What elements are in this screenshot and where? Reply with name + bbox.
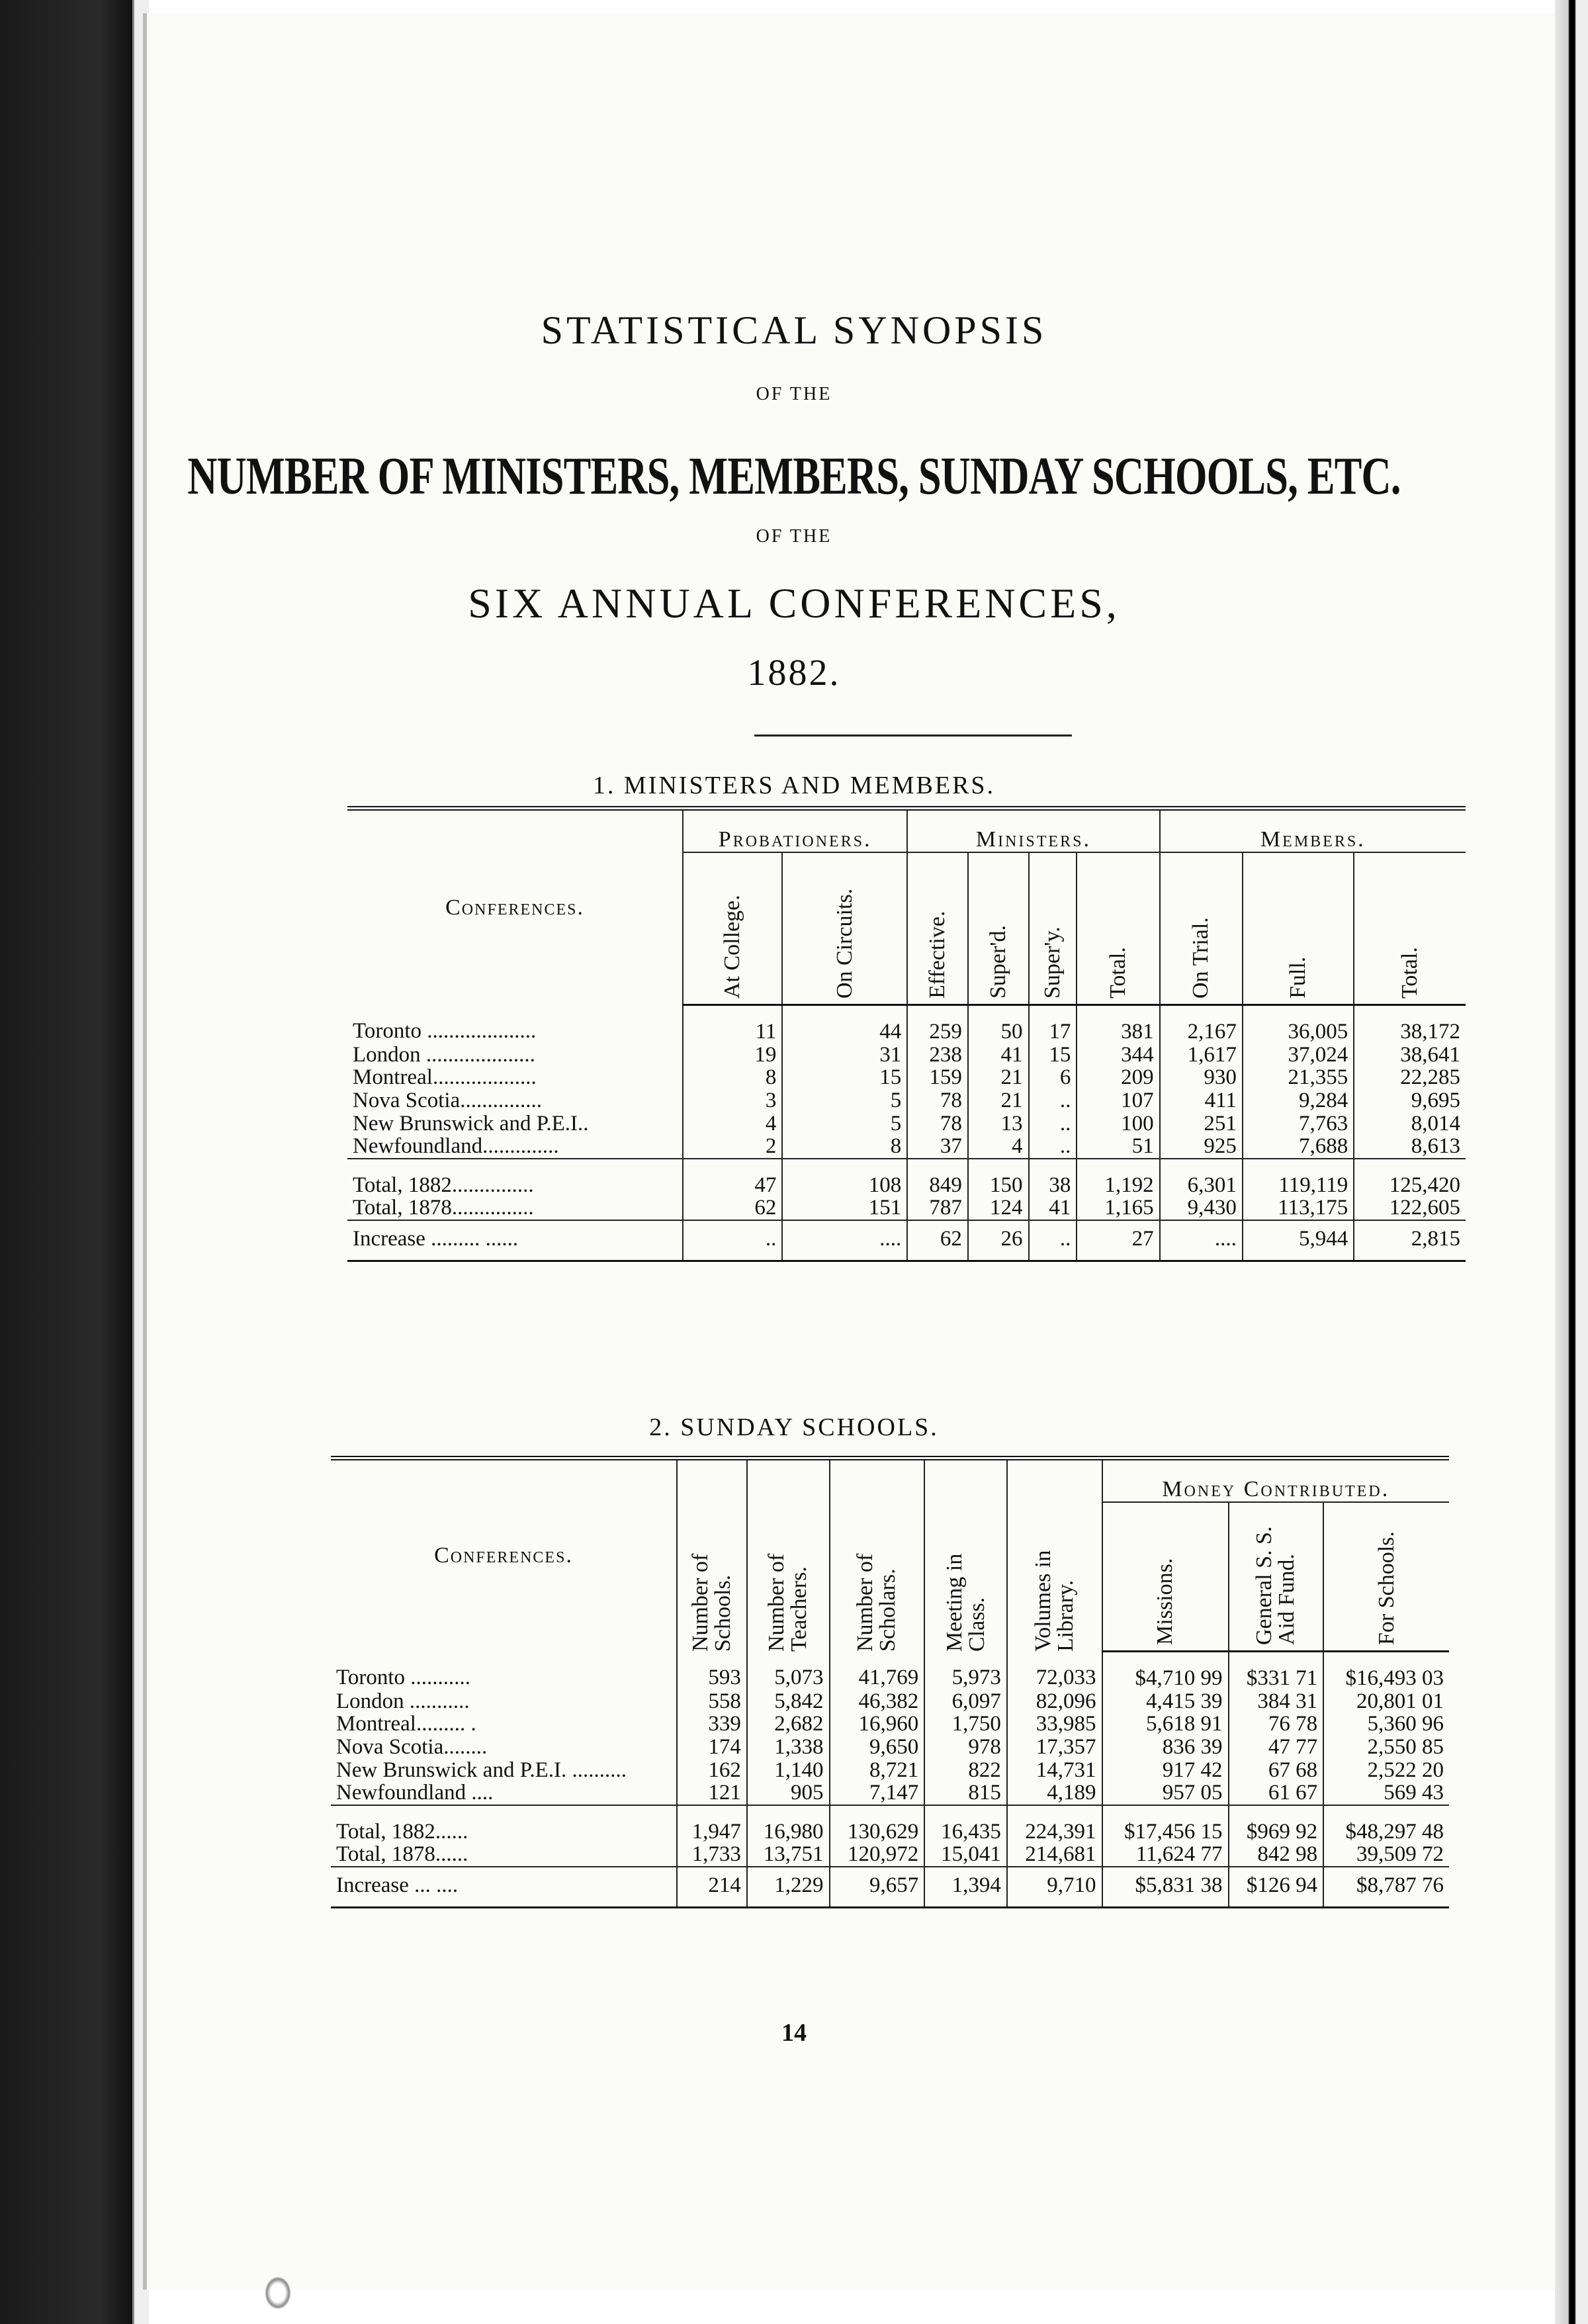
table-cell: 41	[1029, 1196, 1077, 1220]
table-cell: 6,301	[1160, 1159, 1243, 1197]
table-cell: $331 71	[1229, 1652, 1324, 1690]
table-cell: 9,284	[1243, 1089, 1354, 1112]
col-label: Number of Schools.	[687, 1553, 735, 1652]
table-cell: 125,420	[1354, 1159, 1466, 1197]
table-cell: 381	[1077, 1005, 1159, 1044]
col-missions	[1102, 1502, 1229, 1652]
table-cell: 251	[1160, 1112, 1243, 1136]
conference-name: Montreal......... .	[336, 1712, 476, 1736]
table-cell: 1,394	[924, 1867, 1007, 1907]
table-cell: 14,731	[1007, 1759, 1102, 1782]
table-row	[347, 1089, 1466, 1112]
col-header	[1160, 852, 1243, 1005]
table-cell: 8	[683, 1066, 782, 1089]
table-cell: $17,456 15	[1102, 1805, 1229, 1844]
title-year: 1882.	[747, 652, 841, 693]
conference-name: Newfoundland..............	[353, 1134, 559, 1159]
table-cell: 1,617	[1160, 1044, 1243, 1067]
col-label: Super'd.	[985, 925, 1010, 999]
table-cell: 4	[968, 1135, 1029, 1159]
table-cell: 5,073	[747, 1652, 830, 1690]
table-cell: 4	[683, 1112, 782, 1136]
table-cell: 411	[1160, 1089, 1243, 1112]
conference-name: Total, 1882...............	[347, 1159, 683, 1197]
table-cell: $8,787 76	[1323, 1867, 1449, 1907]
table-cell: ..	[1029, 1220, 1077, 1261]
col-meeting-in-class	[924, 1458, 1007, 1652]
sunday-section-title: 2. SUNDAY SCHOOLS.	[649, 1413, 939, 1441]
table-cell: 5,842	[747, 1690, 830, 1713]
table-cell: ..	[1029, 1135, 1077, 1159]
table-cell: 2,522 20	[1323, 1759, 1449, 1782]
table-cell: 2	[683, 1135, 782, 1159]
table-cell: 6,097	[924, 1690, 1007, 1713]
table-cell: 569 43	[1323, 1781, 1449, 1805]
table-cell: 47 77	[1229, 1736, 1324, 1759]
table-cell: 31	[782, 1044, 907, 1067]
col-header	[782, 852, 907, 1005]
table-cell: 9,430	[1160, 1196, 1243, 1220]
table-cell: 5,944	[1243, 1220, 1354, 1261]
col-label: Total.	[1106, 947, 1131, 999]
table-cell: ..	[1029, 1089, 1077, 1112]
conference-name: Toronto ....................	[353, 1018, 537, 1043]
table-cell: 8	[782, 1135, 907, 1159]
table-cell: 11,624 77	[1102, 1843, 1229, 1867]
scan-speck	[265, 2276, 291, 2309]
table-cell: $48,297 48	[1323, 1805, 1449, 1844]
table-cell: 4,189	[1007, 1781, 1102, 1805]
col-header	[907, 852, 968, 1005]
table-cell: 107	[1077, 1089, 1159, 1112]
table-cell: 150	[968, 1159, 1029, 1197]
table-cell: 5,973	[924, 1652, 1007, 1690]
col-general-aid-fund	[1229, 1502, 1324, 1652]
table-cell: 82,096	[1007, 1690, 1102, 1713]
table-cell: 214	[677, 1867, 747, 1907]
table-cell: 21	[968, 1066, 1029, 1089]
col-label: Number of Teachers.	[764, 1553, 812, 1652]
table-cell: 174	[677, 1736, 747, 1759]
table-cell: 7,147	[830, 1781, 925, 1805]
table-cell: 20,801 01	[1323, 1690, 1449, 1713]
table-row	[331, 1759, 1449, 1782]
table-cell: 151	[782, 1196, 907, 1220]
table-row	[331, 1781, 1449, 1805]
table-cell: 5,360 96	[1323, 1713, 1449, 1736]
conference-name: Nova Scotia........	[336, 1734, 488, 1759]
table-row	[347, 1066, 1466, 1089]
conference-name: London ....................	[353, 1042, 535, 1067]
conference-name: Total, 1878...............	[353, 1196, 534, 1220]
table-cell: 78	[907, 1112, 968, 1136]
col-number-of-schools	[677, 1458, 747, 1652]
table-row	[347, 1159, 1466, 1197]
group-probationers: Probationers.	[683, 809, 907, 853]
table-cell: 39,509 72	[1323, 1843, 1449, 1867]
table-cell: 1,229	[747, 1867, 830, 1907]
table-cell: 9,695	[1354, 1089, 1466, 1112]
table-cell: 46,382	[830, 1690, 925, 1713]
table-row	[331, 1652, 1449, 1690]
table-cell: 121	[677, 1781, 747, 1805]
table-cell: 38,641	[1354, 1044, 1466, 1067]
conference-name: New Brunswick and P.E.I. ..........	[336, 1758, 627, 1782]
col-header	[968, 852, 1029, 1005]
conference-name: London ...........	[336, 1689, 470, 1713]
table-cell: 119,119	[1243, 1159, 1354, 1197]
table-cell: ....	[782, 1220, 907, 1261]
table-cell: 2,682	[747, 1713, 830, 1736]
table-cell: 21	[968, 1089, 1029, 1112]
col-label: On Circuits.	[832, 888, 857, 999]
table-cell: 38	[1029, 1159, 1077, 1197]
table-cell: 822	[924, 1759, 1007, 1782]
conferences-header: Conferences.	[347, 809, 683, 1005]
table-cell: 5	[782, 1112, 907, 1136]
table-row	[347, 1220, 1466, 1261]
conference-name: Toronto ...........	[336, 1665, 471, 1689]
table-cell: 62	[907, 1220, 968, 1261]
conference-name: Total, 1882......	[331, 1805, 677, 1844]
title-of-2: OF THE	[756, 526, 832, 547]
table-cell: 209	[1077, 1066, 1159, 1089]
table-cell: $5,831 38	[1102, 1867, 1229, 1907]
title-line-2: NUMBER OF MINISTERS, MEMBERS, SUNDAY SCHOOLS, ETC.	[187, 447, 1401, 506]
table-cell: 1,947	[677, 1805, 747, 1844]
table-cell: 13	[968, 1112, 1029, 1136]
table-cell: ..	[683, 1220, 782, 1261]
col-number-of-teachers	[747, 1458, 830, 1652]
table-cell: 122,605	[1354, 1196, 1466, 1220]
table-cell: 159	[907, 1066, 968, 1089]
col-header	[1029, 852, 1077, 1005]
col-volumes-in-library	[1007, 1458, 1102, 1652]
col-header	[683, 852, 782, 1005]
table-cell: 50	[968, 1005, 1029, 1044]
table-cell: 4,415 39	[1102, 1690, 1229, 1713]
table-cell: 108	[782, 1159, 907, 1197]
table-cell: 78	[907, 1089, 968, 1112]
table-cell: 925	[1160, 1135, 1243, 1159]
table-cell: 120,972	[830, 1843, 925, 1867]
table-cell: 26	[968, 1220, 1029, 1261]
table-row	[347, 1196, 1466, 1220]
table-cell: 978	[924, 1736, 1007, 1759]
col-label: Volumes in Library.	[1030, 1550, 1078, 1652]
col-label: For Schools.	[1374, 1531, 1399, 1645]
table-cell: 21,355	[1243, 1066, 1354, 1089]
table-cell: 593	[677, 1652, 747, 1690]
table-cell: 957 05	[1102, 1781, 1229, 1805]
table-row	[347, 1005, 1466, 1044]
table-cell: 9,657	[830, 1867, 925, 1907]
table-cell: 8,721	[830, 1759, 925, 1782]
table-cell: ..	[1029, 1112, 1077, 1136]
table-cell: 61 67	[1229, 1781, 1324, 1805]
table-cell: 130,629	[830, 1805, 925, 1844]
table-cell: 113,175	[1243, 1196, 1354, 1220]
table-cell: 38,172	[1354, 1005, 1466, 1044]
table-cell: 100	[1077, 1112, 1159, 1136]
table-cell: 37	[907, 1135, 968, 1159]
table-cell: 7,763	[1243, 1112, 1354, 1136]
table-cell: 6	[1029, 1066, 1077, 1089]
table-cell: 17	[1029, 1005, 1077, 1044]
table-cell: 7,688	[1243, 1135, 1354, 1159]
table-cell: 1,192	[1077, 1159, 1159, 1197]
table-cell: $16,493 03	[1323, 1652, 1449, 1690]
title-of-1: OF THE	[756, 384, 832, 404]
table-cell: 259	[907, 1005, 968, 1044]
col-label: Meeting in Class.	[942, 1553, 989, 1652]
table-cell: 8,014	[1354, 1112, 1466, 1136]
table-cell: 558	[677, 1690, 747, 1713]
conference-name: New Brunswick and P.E.I..	[353, 1111, 589, 1136]
table-cell: 2,167	[1160, 1005, 1243, 1044]
table-cell: 76 78	[1229, 1713, 1324, 1736]
table-cell: 162	[677, 1759, 747, 1782]
sunday-schools-table	[331, 1456, 1449, 1908]
table-cell: 1,750	[924, 1713, 1007, 1736]
table-cell: 22,285	[1354, 1066, 1466, 1089]
table-cell: 47	[683, 1159, 782, 1197]
table-row	[347, 1135, 1466, 1159]
table-row	[331, 1867, 1449, 1907]
table-cell: 339	[677, 1713, 747, 1736]
col-label: Full.	[1286, 956, 1311, 999]
ministers-section-title: 1. MINISTERS AND MEMBERS.	[592, 772, 996, 799]
group-money-contributed: Money Contributed.	[1102, 1458, 1449, 1503]
table-cell: 36,005	[1243, 1005, 1354, 1044]
conference-name: Newfoundland ....	[336, 1781, 494, 1805]
table-cell: 15	[782, 1066, 907, 1089]
table-cell: 238	[907, 1044, 968, 1067]
col-number-of-scholars	[830, 1458, 925, 1652]
col-label: Total.	[1397, 947, 1423, 999]
conference-name: Increase ......... ......	[347, 1220, 683, 1261]
table-cell: 344	[1077, 1044, 1159, 1067]
table-cell: 16,980	[747, 1805, 830, 1844]
table-cell: ....	[1160, 1220, 1243, 1261]
conference-name: Nova Scotia...............	[353, 1088, 542, 1112]
col-label: Missions.	[1153, 1558, 1178, 1645]
table-cell: 842 98	[1229, 1843, 1324, 1867]
table-cell: 8,613	[1354, 1135, 1466, 1159]
table-cell: 124	[968, 1196, 1029, 1220]
col-header	[1354, 852, 1466, 1005]
table-cell: 5	[782, 1089, 907, 1112]
table-cell: 224,391	[1007, 1805, 1102, 1844]
table-cell: 51	[1077, 1135, 1159, 1159]
page-number: 14	[781, 2019, 807, 2047]
table-cell: 17,357	[1007, 1736, 1102, 1759]
table-cell: 2,815	[1354, 1220, 1466, 1261]
table-cell: 9,710	[1007, 1867, 1102, 1907]
table-cell: 836 39	[1102, 1736, 1229, 1759]
table-cell: 41,769	[830, 1652, 925, 1690]
table-cell: 9,650	[830, 1736, 925, 1759]
table-cell: 19	[683, 1044, 782, 1067]
table-cell: 27	[1077, 1220, 1159, 1261]
col-label: Super'y.	[1040, 926, 1065, 999]
table-cell: 16,435	[924, 1805, 1007, 1844]
table-cell: 917 42	[1102, 1759, 1229, 1782]
table-cell: 787	[907, 1196, 968, 1220]
col-label: On Trial.	[1188, 917, 1213, 999]
table-cell: 62	[683, 1196, 782, 1220]
table-cell: 15	[1029, 1044, 1077, 1067]
col-for-schools	[1323, 1502, 1449, 1652]
conference-name: Total, 1878......	[336, 1842, 468, 1867]
table-cell: 930	[1160, 1066, 1243, 1089]
table-row	[347, 1044, 1466, 1067]
table-row	[347, 1112, 1466, 1136]
table-cell: 44	[782, 1005, 907, 1044]
table-row	[331, 1805, 1449, 1844]
table-cell: 1,165	[1077, 1196, 1159, 1220]
table-cell: $969 92	[1229, 1805, 1324, 1844]
table-cell: 13,751	[747, 1843, 830, 1867]
col-label: Effective.	[925, 911, 950, 999]
table-cell: 1,140	[747, 1759, 830, 1782]
table-cell: 815	[924, 1781, 1007, 1805]
ministers-table	[347, 806, 1466, 1262]
table-cell: 67 68	[1229, 1759, 1324, 1782]
table-cell: 72,033	[1007, 1652, 1102, 1690]
group-ministers: Ministers.	[907, 809, 1159, 853]
col-label: Number of Scholars.	[853, 1553, 901, 1652]
table-cell: 1,338	[747, 1736, 830, 1759]
table-row	[331, 1843, 1449, 1867]
conference-name: Increase ... ....	[331, 1867, 677, 1907]
title-line-1: STATISTICAL SYNOPSIS	[541, 308, 1047, 352]
table-cell: 3	[683, 1089, 782, 1112]
table-cell: 214,681	[1007, 1843, 1102, 1867]
table-cell: 1,733	[677, 1843, 747, 1867]
title-divider	[754, 735, 1072, 737]
col-header	[1077, 852, 1159, 1005]
col-label: General S. S. Aid Fund.	[1252, 1526, 1300, 1645]
group-members: Members.	[1160, 809, 1466, 853]
table-cell: 2,550 85	[1323, 1736, 1449, 1759]
table-cell: 11	[683, 1005, 782, 1044]
table-cell: $4,710 99	[1102, 1652, 1229, 1690]
table-row	[331, 1713, 1449, 1736]
table-cell: 5,618 91	[1102, 1713, 1229, 1736]
table-cell: $126 94	[1229, 1867, 1324, 1907]
table-cell: 16,960	[830, 1713, 925, 1736]
table-row	[331, 1690, 1449, 1713]
table-cell: 41	[968, 1044, 1029, 1067]
table-cell: 15,041	[924, 1843, 1007, 1867]
table-cell: 384 31	[1229, 1690, 1324, 1713]
table-row	[331, 1736, 1449, 1759]
title-line-3: SIX ANNUAL CONFERENCES,	[468, 580, 1120, 627]
table-cell: 33,985	[1007, 1713, 1102, 1736]
col-header	[1243, 852, 1354, 1005]
table-cell: 849	[907, 1159, 968, 1197]
conference-name: Montreal...................	[353, 1065, 537, 1090]
conferences-header: Conferences.	[331, 1458, 677, 1652]
table-cell: 37,024	[1243, 1044, 1354, 1067]
col-label: At College.	[720, 895, 745, 999]
table-cell: 905	[747, 1781, 830, 1805]
